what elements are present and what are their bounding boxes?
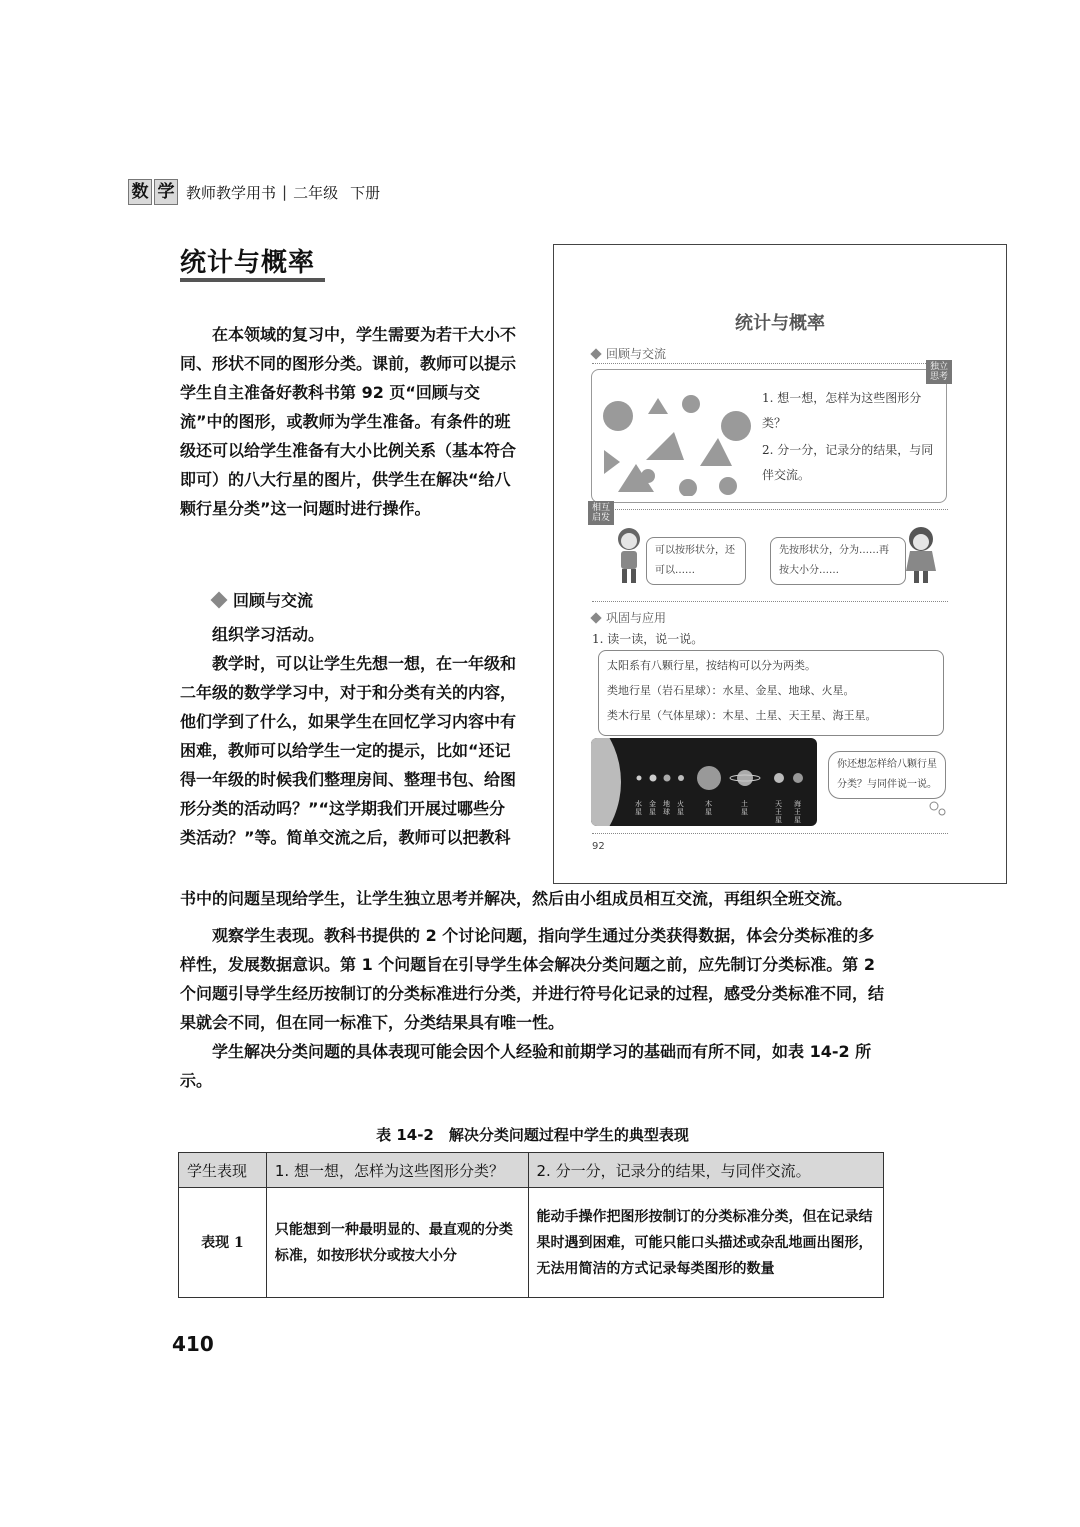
planet-label: 金星 (649, 800, 656, 816)
diamond-icon (211, 591, 228, 608)
girl-illustration (904, 527, 938, 585)
planet-jupiter (697, 766, 721, 790)
tag-think: 独立思考 (926, 360, 952, 384)
planet-label: 地球 (663, 800, 670, 816)
info-line-1: 太阳系有八颗行星，按结构可以分为两类。 (607, 659, 816, 672)
running-header (128, 178, 380, 206)
page-number: 410 (172, 1332, 214, 1356)
observe-paragraph: 观察学生表现。教科书提供的 2 个讨论问题，指向学生通过分类获得数据，体会分类标准的多样性，发展数据意识。第 1 个问题旨在引导学生体会解决分类问题之前，应先制订分类标准。第 2 个问题引导学生经历按制订的分类标准进行分类，并进行符号化记录的过程，感受分类标准不同，结果就会不同，但在同一标准下，分类结果具有唯一性。 (180, 926, 885, 1032)
planet-label: 天王星 (775, 800, 782, 824)
exercise-1: 1. 读一读，说一说。 (592, 632, 704, 646)
subsection-heading (213, 588, 313, 611)
small-circle-shape (719, 477, 737, 495)
large-triangle-shape (646, 432, 684, 460)
intro-paragraph-block (180, 320, 520, 523)
question-1: 1. 想一想，怎样为这些图形分类？ (762, 391, 922, 430)
diamond-icon (590, 612, 601, 623)
shapes-illustration (596, 380, 756, 496)
planet-mars (678, 775, 684, 781)
info-line-2: 类地行星（岩石星球）：水星、金星、地球、火星。 (607, 684, 855, 697)
table-header: 学生表现 (179, 1153, 267, 1188)
header-divider: | (282, 183, 288, 201)
planet-earth (664, 775, 671, 782)
large-circle-shape (721, 411, 751, 441)
planet-saturn (737, 770, 753, 786)
book-title: 教师教学用书 (186, 183, 277, 202)
info-line-3: 类木行星（气体星球）：木星、土星、天王星、海王星。 (607, 709, 877, 722)
subsection-heading-text: 回顾与交流 (233, 591, 314, 610)
planet-venus (650, 775, 657, 782)
table-cell: 表现 1 (179, 1188, 267, 1298)
planet-info-box (598, 650, 944, 736)
textbook-review-heading-text: 回顾与交流 (606, 347, 667, 361)
planet-neptune (793, 773, 803, 783)
large-circle-shape (603, 401, 633, 431)
performance-paragraph: 学生解决分类问题的具体表现可能会因个人经验和前期学习的基础而有所不同，如表 14-2 所示。 (180, 1042, 872, 1090)
performance-table (178, 1152, 884, 1298)
textbook-apply-heading-text: 巩固与应用 (606, 611, 667, 625)
section-title-underline (180, 278, 325, 282)
activity-block (180, 620, 520, 852)
boy-illustration (612, 527, 646, 585)
dotted-divider (592, 601, 948, 602)
grade-label: 二年级 (293, 183, 339, 202)
textbook-page-number: 92 (592, 841, 605, 852)
bubble-left: 可以按形状分，还可以…… (646, 537, 746, 585)
table-cell: 只能想到一种最明显的、最直观的分类标准，如按形状分或按大小分 (266, 1188, 528, 1298)
textbook-review-heading (592, 345, 666, 362)
full-width-text (180, 884, 885, 1095)
table-header: 2. 分一分，记录分的结果，与同伴交流。 (528, 1153, 883, 1188)
textbook-title: 统计与概率 (735, 313, 825, 334)
table-row (179, 1188, 884, 1298)
table-header-row (179, 1153, 884, 1188)
solar-system-image (591, 738, 817, 826)
small-triangle-shape (604, 450, 620, 474)
activity-paragraph: 教学时，可以让学生先想一想，在一年级和二年级的数学学习中，对于和分类有关的内容，他们学到了什么，如果学生在回忆学习内容中有困难，教师可以给学生一定的提示，比如“还记得一年级的时候我们整理房间、整理书包、给图形分类的活动吗？”“这学期我们开展过哪些分类活动？”等。简单交流之后，教师可以把教科 (180, 654, 517, 847)
question-2: 2. 分一分，记录分的结果，与同伴交流。 (762, 443, 934, 482)
planet-label: 木星 (705, 800, 712, 816)
planet-mercury (637, 776, 642, 781)
planet-label: 水星 (635, 800, 642, 816)
diamond-icon (590, 348, 601, 359)
bubble-right: 先按形状分，分为……再按大小分…… (770, 537, 906, 585)
large-triangle-shape (700, 438, 732, 466)
planet-label: 火星 (677, 800, 684, 816)
textbook-apply-heading (592, 609, 666, 626)
planet-label: 土星 (741, 800, 748, 816)
logo-char-1: 数 (128, 179, 152, 205)
small-triangle-shape (648, 398, 668, 414)
intro-paragraph: 在本领域的复习中，学生需要为若干大小不同、形状不同的图形分类。课前，教师可以提示学生自主准备好教科书第 92 页“回顾与交流”中的图形，或教师为学生准备。有条件的班级还可以给学生准备有大小比例关系（基本符合即可）的八大行星的图片，供学生在解决“给八颗行星分类”这一问题时进行操作。 (180, 325, 517, 518)
activity-heading: 组织学习活动。 (212, 625, 325, 644)
planet-uranus (774, 773, 784, 783)
thought-bubble-tail (928, 801, 948, 817)
dotted-divider (592, 833, 948, 834)
dotted-divider (592, 509, 948, 510)
logo-char-2: 学 (154, 179, 178, 205)
table-header: 1. 想一想，怎样为这些图形分类？ (266, 1153, 528, 1188)
section-title: 统计与概率 (180, 248, 316, 278)
dotted-divider (592, 363, 948, 364)
planet-label: 海王星 (794, 800, 801, 824)
table-caption: 表 14-2 解决分类问题过程中学生的典型表现 (376, 1126, 689, 1144)
shapes-question-box (591, 362, 948, 503)
textbook-page-inset (553, 244, 1007, 884)
small-circle-shape (679, 479, 697, 496)
volume-label: 下册 (350, 183, 381, 202)
small-circle-shape (682, 395, 700, 413)
sun (591, 738, 621, 826)
table-cell: 能动手操作把图形按制订的分类标准分类，但在记录结果时遇到困难，可能只能口头描述或杂乱地画出图形，无法用简洁的方式记录每类图形的数量 (528, 1188, 883, 1298)
activity-paragraph-continued: 书中的问题呈现给学生，让学生独立思考并解决，然后由小组成员相互交流，再组织全班交流。 (180, 889, 853, 908)
thought-bubble: 你还想怎样给八颗行星分类？与同伴说一说。 (828, 751, 946, 799)
tag-inspire: 相互启发 (588, 501, 614, 525)
